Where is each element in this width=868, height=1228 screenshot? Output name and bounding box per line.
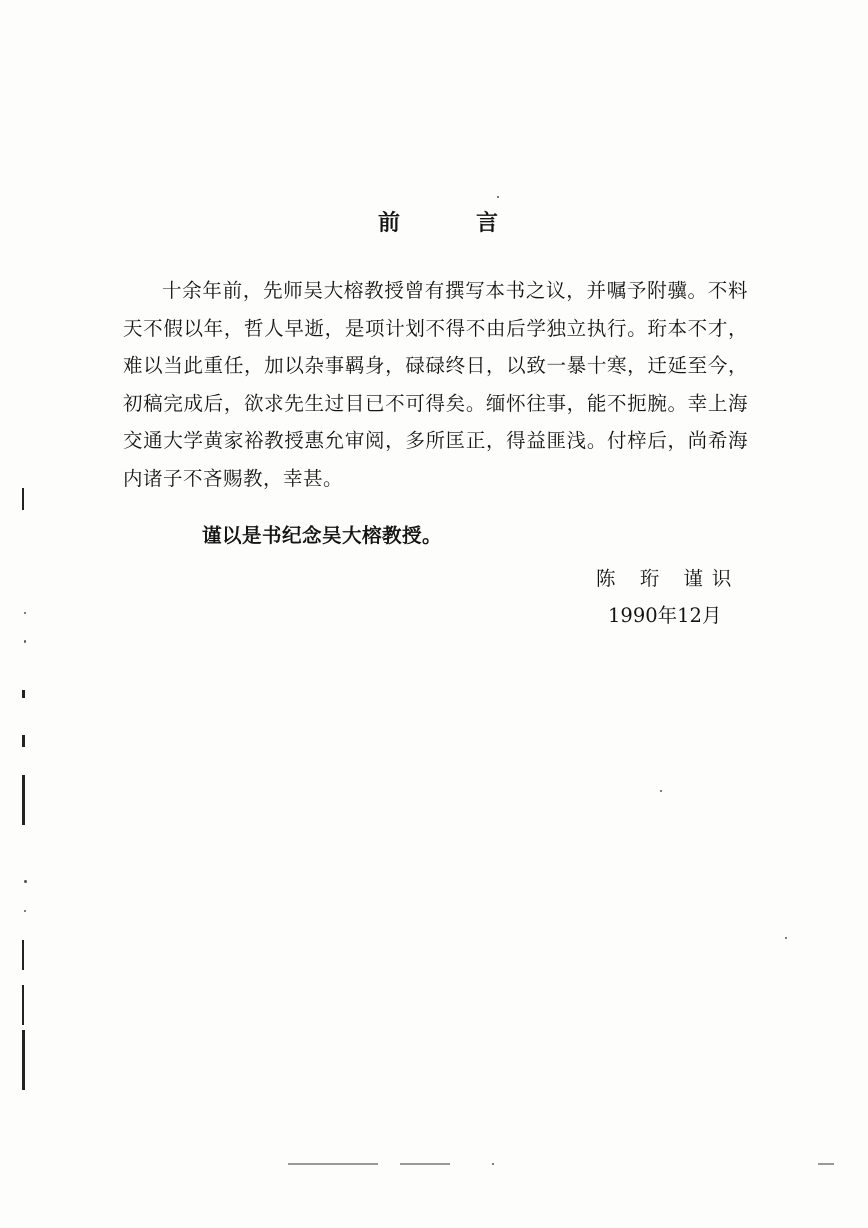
- title-char-2: 言: [475, 210, 498, 236]
- page-title: [378, 206, 498, 237]
- binding-mark: [22, 488, 24, 510]
- speck: [660, 790, 662, 792]
- preface-paragraph: 十余年前，先师吴大榕教授曾有撰写本书之议，并嘱予附骥。不料天不假以年，哲人早逝，是项计划不得不由后学独立执行。珩本不才，难以当此重任，加以杂事羁身，碌碌终日，以致一暴十寒，迁延至今，初稿完成后，欲求先生过目已不可得矣。缅怀往事，能不扼腕。幸上海交通大学黄家裕教授惠允审阅，多所匡正，得益匪浅。付梓后，尚希海内诸子不吝赐教，幸甚。: [123, 279, 748, 490]
- bottom-scan-line: [400, 1163, 450, 1165]
- author-signature: 陈 珩 谨识: [596, 567, 741, 590]
- date-line: 1990年12月: [608, 604, 722, 627]
- speck: [24, 910, 26, 912]
- binding-mark: [22, 735, 25, 747]
- binding-mark: [22, 775, 25, 825]
- binding-mark: [22, 940, 24, 970]
- speck: [24, 880, 27, 883]
- speck: [24, 612, 26, 614]
- speck: [492, 1163, 494, 1165]
- speck: [785, 937, 787, 939]
- speck: [497, 196, 499, 198]
- speck: [24, 640, 26, 643]
- title-char-1: 前: [378, 210, 401, 236]
- bottom-scan-line: [288, 1163, 378, 1165]
- binding-mark: [22, 1030, 25, 1090]
- binding-mark: [22, 690, 25, 698]
- binding-mark: [22, 985, 24, 1025]
- bottom-scan-line: [818, 1163, 834, 1165]
- dedication-line: 谨以是书纪念吴大榕教授。: [202, 524, 443, 547]
